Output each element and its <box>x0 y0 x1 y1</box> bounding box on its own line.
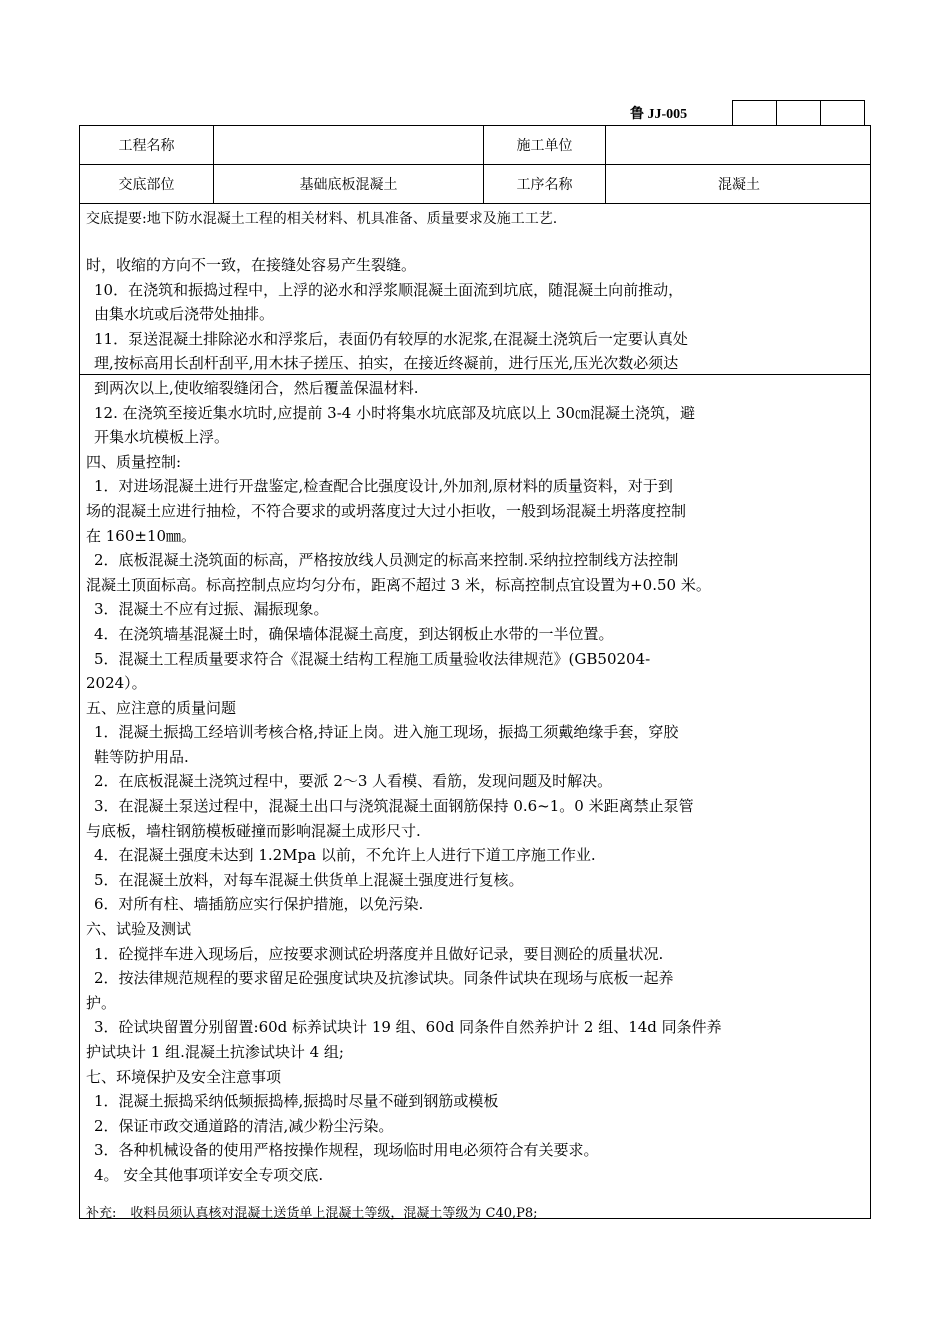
body-line: 11．泵送混凝土排除泌水和浮浆后，表面仍有较厚的水泥浆,在混凝土浇筑后一定要认真处 <box>94 329 688 348</box>
header-row-part <box>80 165 870 204</box>
body-line: 在 160±10㎜。 <box>86 526 197 545</box>
body-line: 5．混凝土工程质量要求符合《混凝土结构工程施工质量验收法律规范》(GB50204- <box>94 649 651 668</box>
body-line: 理,按标高用长刮杆刮平,用木抹子搓压、拍实，在接近终凝前，进行压光,压光次数必须达 <box>94 354 679 373</box>
body-line: 3．各种机械设备的使用严格按操作规程，现场临时用电必须符合有关要求。 <box>94 1141 599 1160</box>
body-line: 2．底板混凝土浇筑面的标高，严格按放线人员测定的标高来控制.采纳拉控制线方法控制 <box>94 551 679 570</box>
body-line: 时，收缩的方向不一致，在接缝处容易产生裂缝。 <box>86 256 417 274</box>
body-line: 护试块计 1 组.混凝土抗渗试块计 4 组; <box>86 1043 344 1061</box>
body-line: 5．在混凝土放料，对每车混凝土供货单上混凝土强度进行复核。 <box>94 870 524 889</box>
disclosure-form <box>79 125 871 1219</box>
code-boxes <box>732 100 865 126</box>
body-line: 6．对所有柱、墙插筋应实行保护措施，以免污染. <box>94 895 424 914</box>
body-line: 1．混凝土振捣采纳低频振捣棒,振捣时尽量不碰到钢筋或模板 <box>94 1092 499 1111</box>
supplement-label: 补充: <box>86 1206 117 1221</box>
body-line: 与底板，墙柱钢筋模板碰撞而影响混凝土成形尺寸. <box>86 821 421 840</box>
body-line: 2．在底板混凝土浇筑过程中，要派 2～3 人看模、看筋，发现问题及时解决。 <box>94 772 613 791</box>
body-line: 五、应注意的质量问题 <box>86 698 237 717</box>
header-row-project <box>80 126 870 165</box>
body-line: 四、质量控制: <box>86 452 182 471</box>
body-line: 2024）。 <box>86 674 147 693</box>
disclosure-body <box>86 253 866 1188</box>
process-value: 混凝土 <box>718 177 760 193</box>
body-line: 鞋等防护用品. <box>94 747 189 766</box>
body-line: 1．对进场混凝土进行开盘鉴定,检查配合比强度设计,外加剂,原材料的质量资料，对于到 <box>94 477 673 496</box>
body-line: 由集水坑或后浇带处抽排。 <box>94 305 275 324</box>
body-line: 4．在混凝土强度未达到 1.2Mpa 以前，不允许上人进行下道工序施工作业. <box>94 846 596 865</box>
construction-unit-label: 施工单位 <box>484 126 606 164</box>
code-box <box>820 101 864 125</box>
body-line: 护。 <box>86 993 117 1012</box>
supplement <box>86 1202 538 1221</box>
body-line: 3．砼试块留置分别留置:60d 标养试块计 19 组、60d 同条件自然养护计 2 组、14d 同条件养 <box>94 1018 722 1037</box>
body-line: 1．混凝土振捣工经培训考核合格,持证上岗。进入施工现场，振捣工须戴绝缘手套，穿胶 <box>94 723 679 742</box>
part-value: 基础底板混凝土 <box>214 165 484 203</box>
project-name-value <box>214 126 484 164</box>
body-line: 七、环境保护及安全注意事项 <box>86 1067 282 1086</box>
body-line: 3．在混凝土泵送过程中，混凝土出口与浇筑混凝土面钢筋保持 0.6~1。0 米距离禁止泵管 <box>94 797 694 816</box>
code-box <box>776 101 820 125</box>
body-line: 3．混凝土不应有过振、漏振现象。 <box>94 600 329 619</box>
body-line: 10．在浇筑和振捣过程中，上浮的泌水和浮浆顺混凝土面流到坑底，随混凝土向前推动， <box>94 280 684 299</box>
body-line: 4．在浇筑墙基混凝土时，确保墙体混凝土高度，到达钢板止水带的一半位置。 <box>94 624 614 643</box>
body-line: 到两次以上,使收缩裂缝闭合，然后覆盖保温材料. <box>94 378 419 397</box>
code-box <box>733 101 776 125</box>
body-line: 六、试验及测试 <box>86 920 192 939</box>
project-name-label: 工程名称 <box>80 126 214 164</box>
construction-unit-value <box>606 126 872 164</box>
disclosure-summary: 交底提要:地下防水混凝土工程的相关材料、机具准备、质量要求及施工工艺. <box>80 204 870 375</box>
body-line: 开集水坑模板上浮。 <box>94 428 230 447</box>
body-line: 2．保证市政交通道路的清洁,减少粉尘污染。 <box>94 1116 394 1135</box>
body-line: 1．砼搅拌车进入现场后，应按要求测试砼坍落度并且做好记录，要目测砼的质量状况. <box>94 944 664 963</box>
body-line: 12. 在浇筑至接近集水坑时,应提前 3-4 小时将集水坑底部及坑底以上 30㎝混凝土浇筑，避 <box>94 403 695 422</box>
body-line: 场的混凝土应进行抽检，不符合要求的或坍落度过大过小拒收，一般到场混凝土坍落度控制 <box>86 501 687 520</box>
body-line: 4。 安全其他事项详安全专项交底. <box>94 1165 324 1184</box>
body-line: 2．按法律规范规程的要求留足砼强度试块及抗渗试块。同条件试块在现场与底板一起养 <box>94 969 674 988</box>
supplement-text: 收料员须认真核对混凝土送货单上混凝土等级，混凝土等级为 C40,P8; <box>130 1206 538 1221</box>
part-label: 交底部位 <box>80 165 214 203</box>
process-label: 工序名称 <box>484 165 606 203</box>
body-line: 混凝土顶面标高。标高控制点应均匀分布，距离不超过 3 米，标高控制点宜设置为+0.50 米。 <box>86 575 711 594</box>
form-code: 鲁 JJ-005 <box>630 107 688 122</box>
